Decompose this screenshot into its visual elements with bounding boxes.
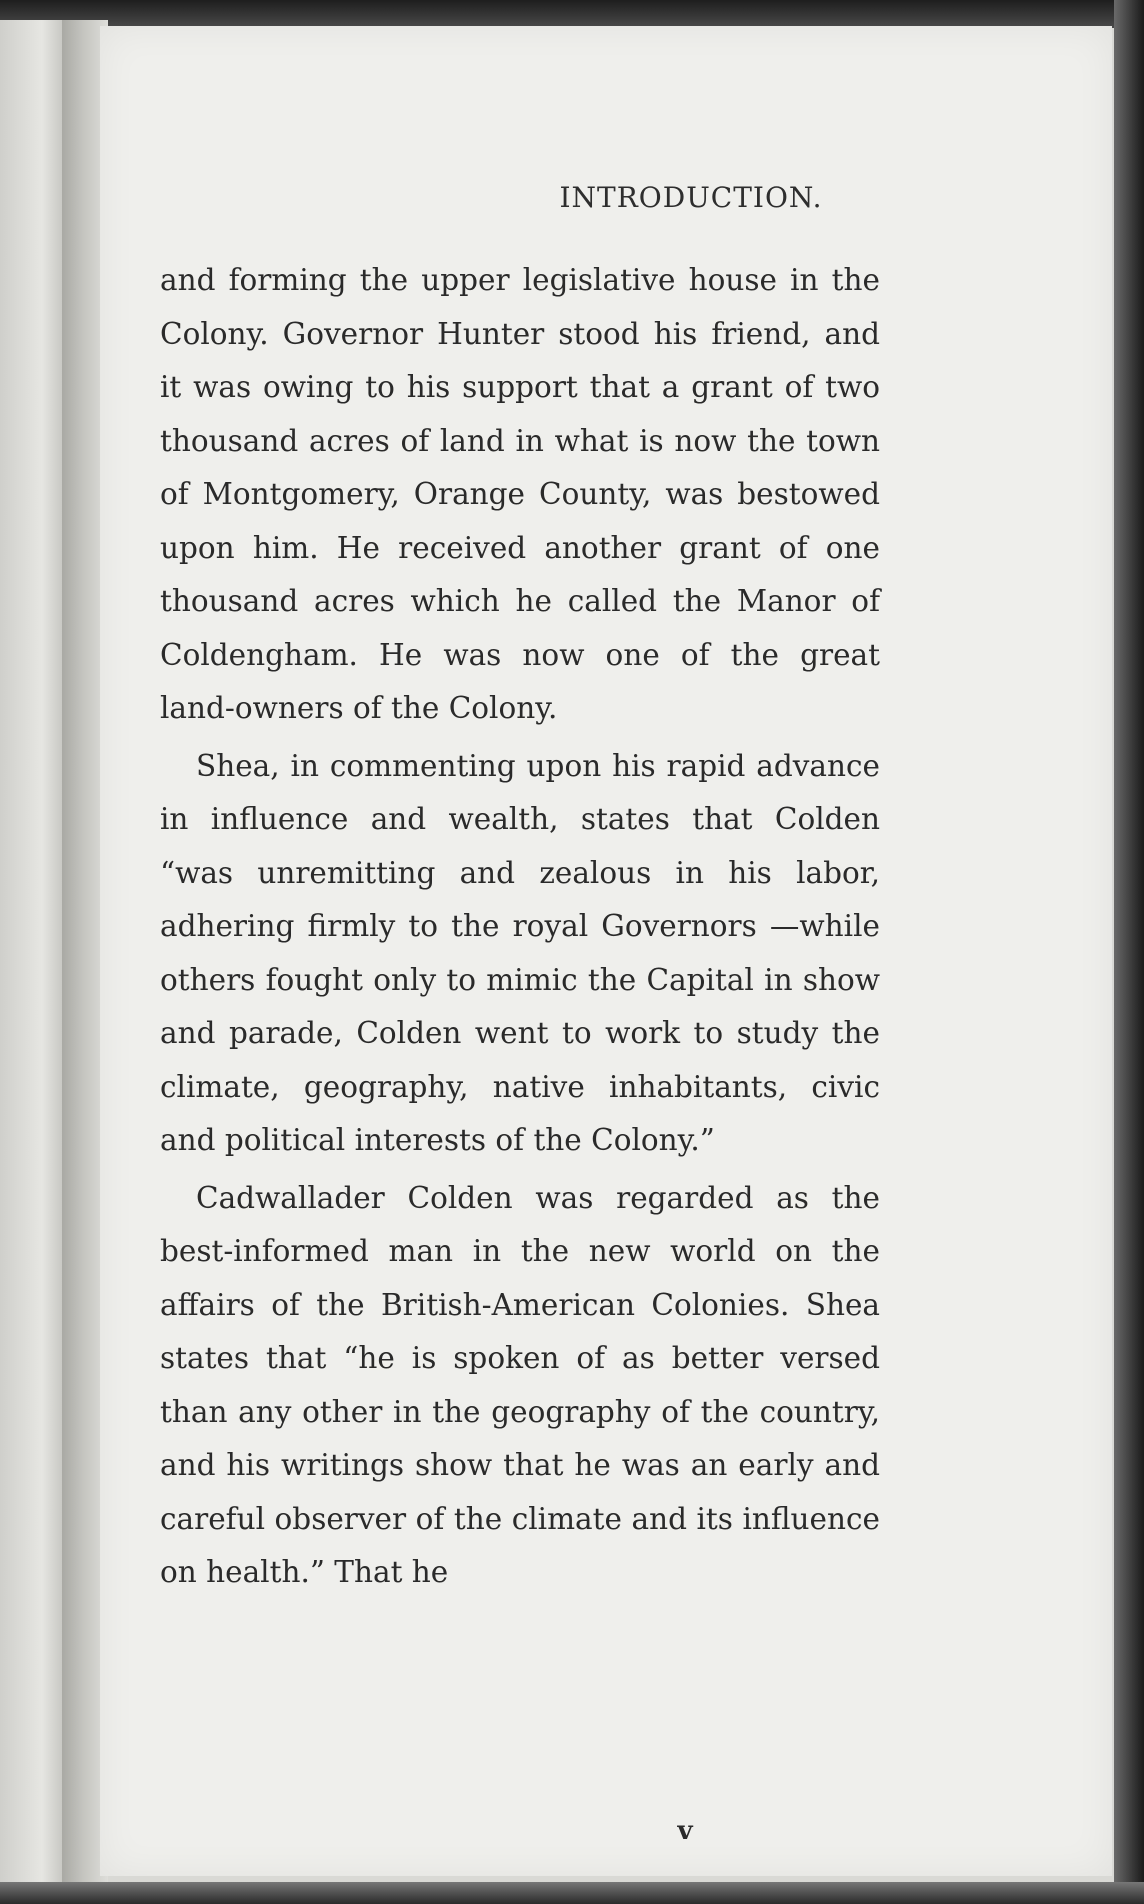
page-number: v bbox=[677, 1816, 693, 1846]
facing-page-edge bbox=[0, 20, 70, 1890]
paragraph-3: Cadwallader Colden was regarded as the best-informed man in the new world on the affairs of the British-American Colonies. Shea states that “he is spoken of as better versed than any other in the geography of the country, and his writings show that he was an early and careful observer of the climate and its influence on health.” That he bbox=[160, 1180, 880, 1589]
paragraph-2: Shea, in commenting upon his rapid advance in influence and wealth, states that Colden “was unremitting and zealous in his labor, adhering firmly to the royal Governors —while others fought only to mimic the Capital in show and parade, Colden went to work to study the climate, geography, native inhabitants, civic and political interests of the Colony.” bbox=[160, 748, 880, 1157]
scan-bottom-border bbox=[0, 1882, 1144, 1904]
page-body bbox=[160, 254, 880, 1600]
paragraph-1: and forming the upper legislative house in the Colony. Governor Hunter stood his friend, and it was owing to his support that a grant of two thousand acres of land in what is now the town of Montgomery, Orange County, was bestowed upon him. He received another grant of one thousand acres which he called the Manor of Coldengham. He was now one of the great land-owners of the Colony. bbox=[160, 263, 880, 725]
scan-right-border bbox=[1114, 0, 1144, 1904]
book-page bbox=[100, 26, 1112, 1876]
running-head: INTRODUCTION. bbox=[559, 181, 823, 214]
scan-top-border bbox=[0, 0, 1144, 28]
